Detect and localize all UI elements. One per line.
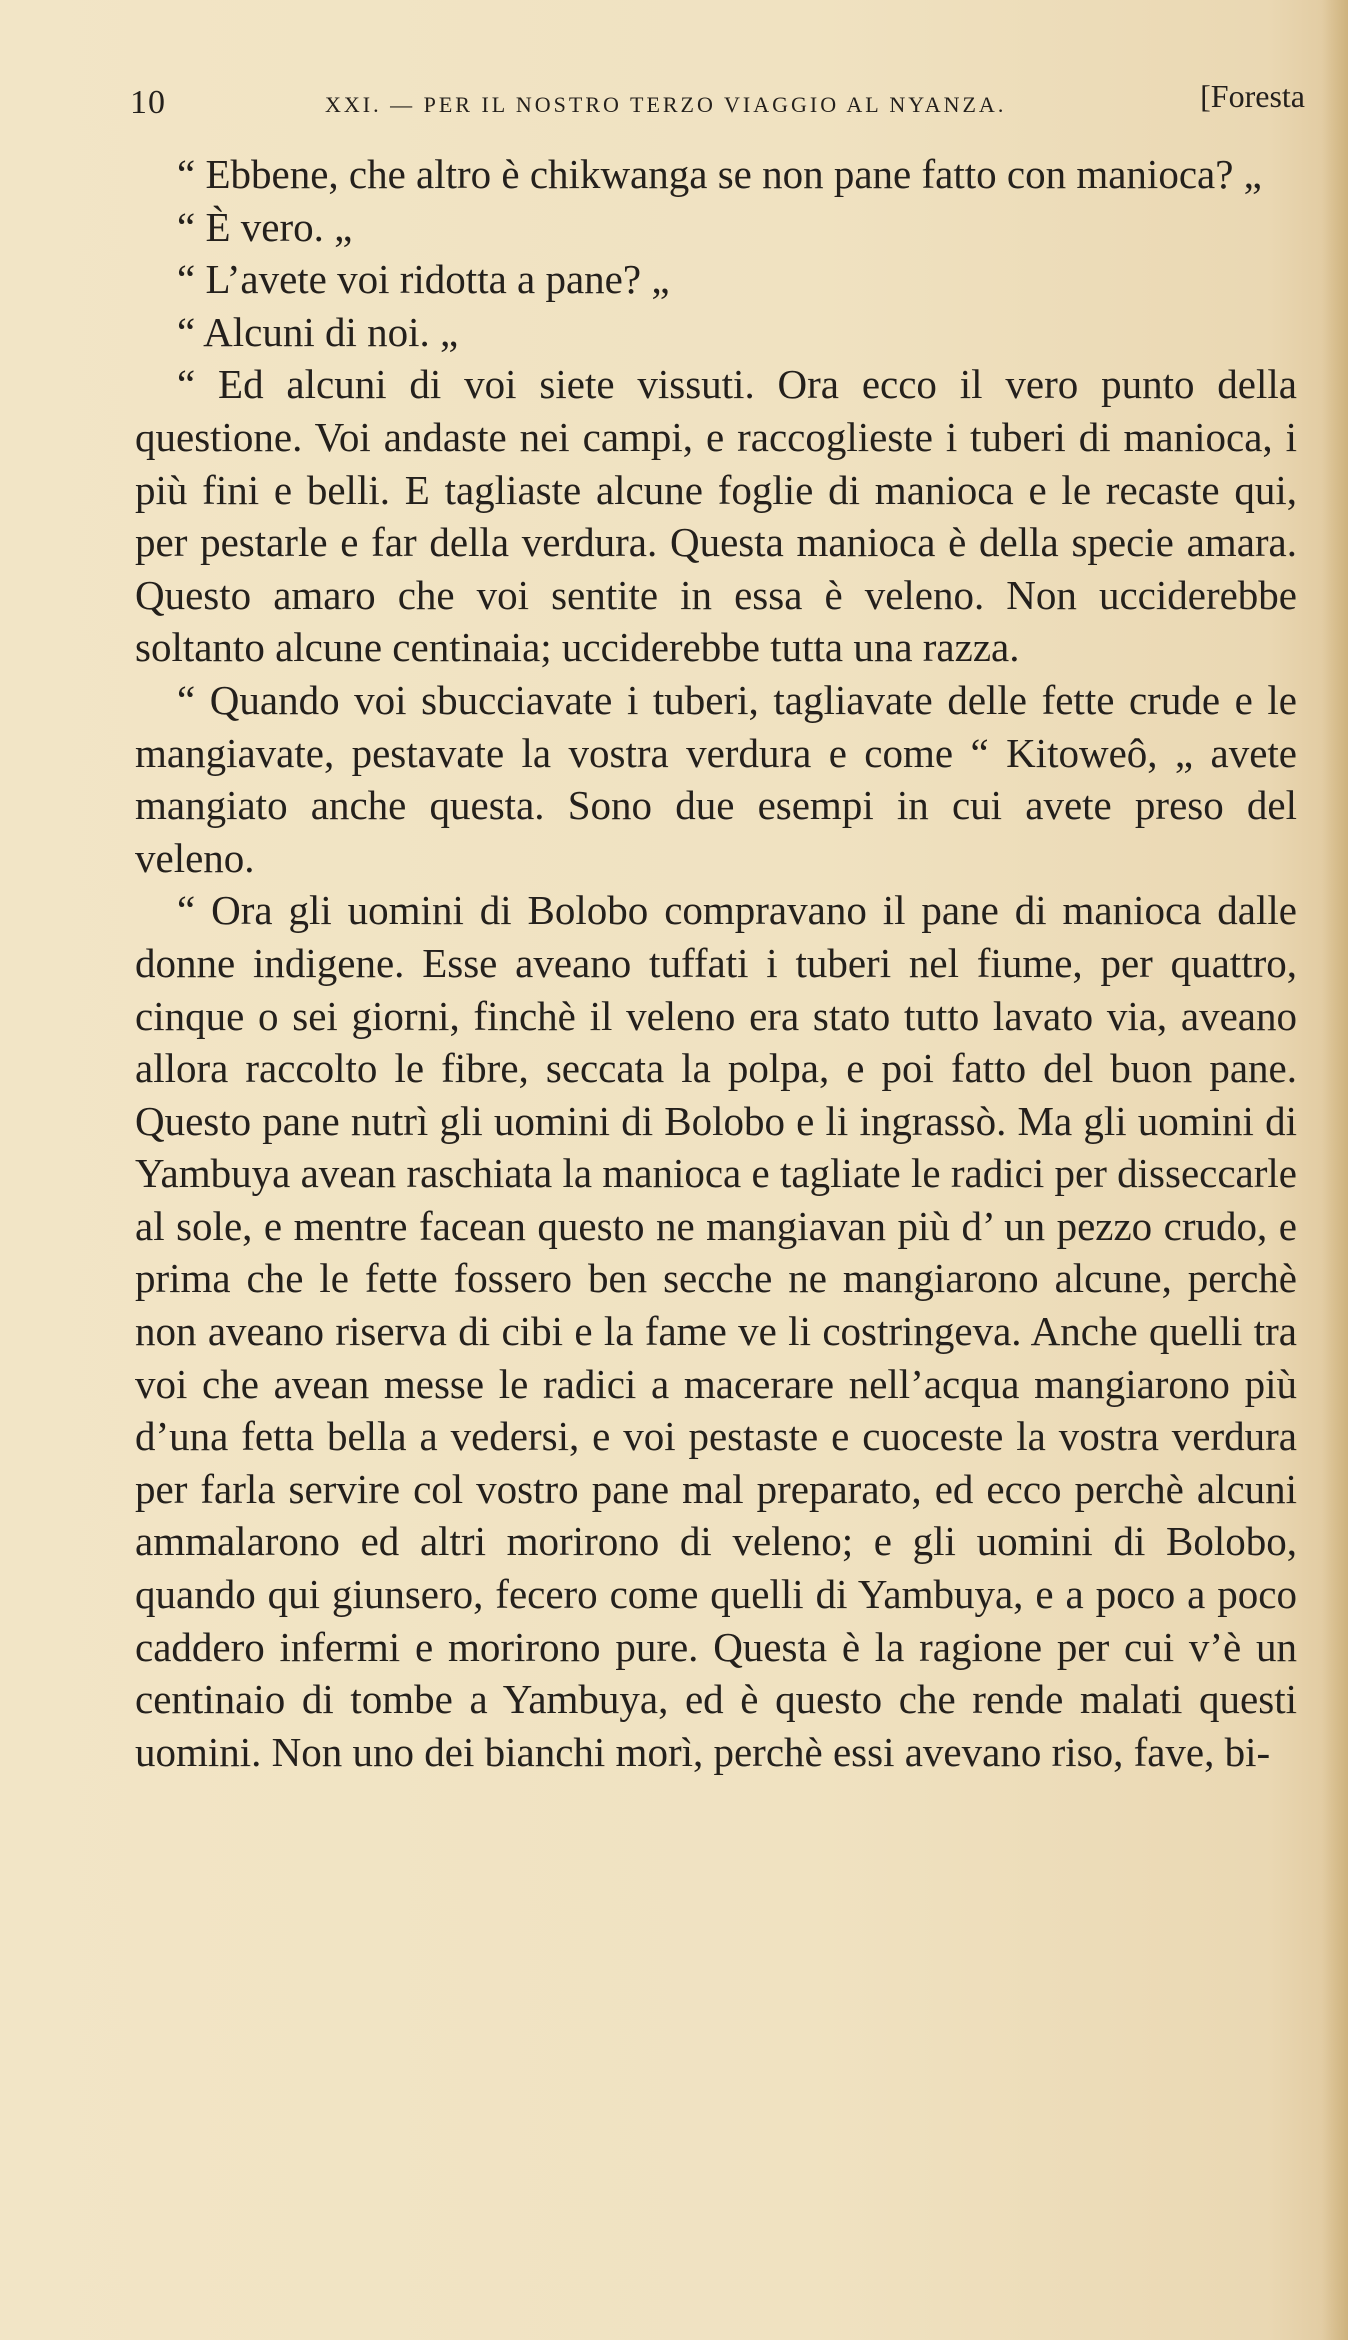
running-head: XXI. — PER IL NOSTRO TERZO VIAGGIO AL NYANZA. (325, 92, 1007, 117)
page-header (130, 78, 1305, 128)
page-edge-shadow (1322, 0, 1348, 2340)
paragraph: “ Ed alcuni di voi siete vissuti. Ora ecco il vero punto della questione. Voi andaste nei campi, e raccoglieste i tuberi di manioca, i più fini e belli. E tagliaste alcune foglie di manioca e le recaste qui, per pestarle e far della verdura. Questa manioca è della specie amara. Questo amaro che voi sentite in essa è veleno. Non ucciderebbe soltanto alcune centinaia; ucciderebbe tutta una razza. (135, 361, 1297, 671)
paragraph: “ È vero. „ (177, 203, 353, 250)
paragraph: “ Quando voi sbucciavate i tuberi, tagliavate delle fette crude e le mangiavate, pestavate la vostra verdura e come “ Kitoweô, „ avete mangiato anche questa. Sono due esempi in cui avete preso del veleno. (135, 676, 1297, 881)
page-number: 10 (130, 84, 166, 121)
section-marker: [Foresta (1200, 78, 1305, 114)
paragraph: “ Ora gli uomini di Bolobo compravano il pane di manioca dalle donne indigene. Esse aveano tuffati i tuberi nel fiume, per quattro, cinque o sei giorni, finchè il veleno era stato tutto lavato via, aveano allora raccolto le fibre, seccata la polpa, e poi fatto del buon pane. Questo pane nutrì gli uomini di Bolobo e li ingrassò. Ma gli uomini di Yambuya avean raschiata la manioca e tagliate le radici per disseccarle al sole, e mentre facean questo ne mangiavan più d’ un pezzo crudo, e prima che le fette fossero ben secche ne mangiarono alcune, perchè non aveano riserva di cibi e la fame ve li costringeva. Anche quelli tra voi che avean messe le radici a macerare nell’acqua mangiarono più d’una fetta bella a vedersi, e voi pestaste e cuoceste la vostra verdura per farla servire col vostro pane mal preparato, ed ecco perchè alcuni ammalarono ed altri morirono di veleno; e gli uomini di Bolobo, quando qui giunsero, fecero come quelli di Yambuya, e a poco a poco caddero infermi e morirono pure. Questa è la ragione per cui v’è un centinaio di tombe a Yambuya, ed è questo che rende malati questi uomini. Non uno dei bianchi morì, perchè essi avevano riso, fave, bi- (135, 887, 1297, 1775)
paragraph: “ Ebbene, che altro è chikwanga se non pane fatto con manioca? „ (177, 151, 1262, 197)
body-text (135, 148, 1297, 1778)
paragraph: “ L’avete voi ridotta a pane? „ (177, 256, 670, 303)
paragraph: “ Alcuni di noi. „ (177, 308, 459, 355)
